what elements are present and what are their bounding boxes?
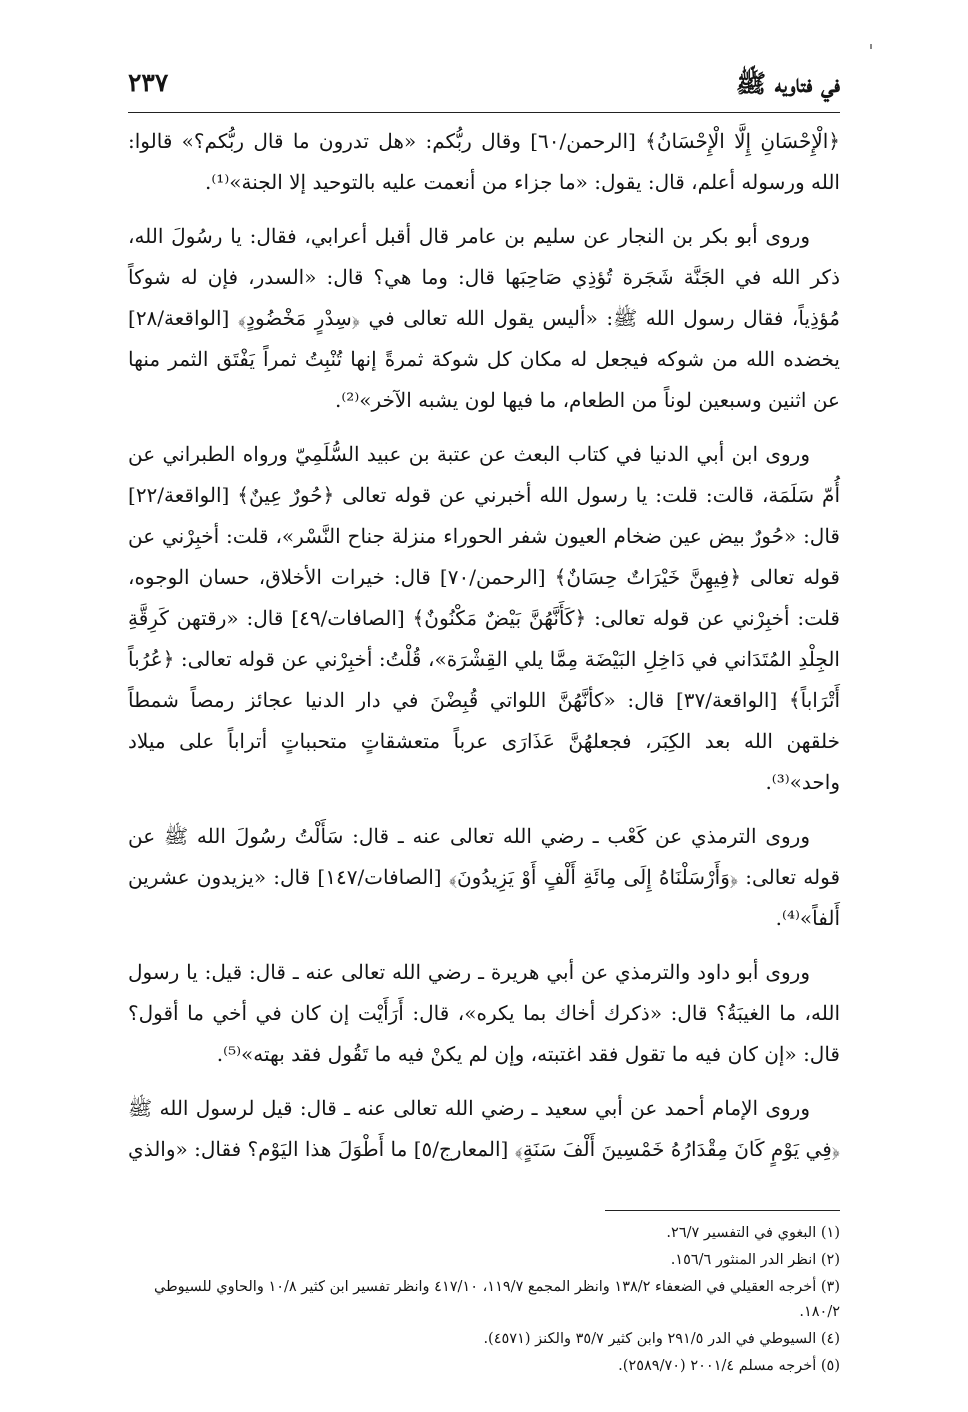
- running-title: في فتاويه ﷺ: [735, 69, 840, 98]
- scan-mark: [870, 44, 872, 49]
- page-header: [128, 66, 840, 113]
- main-text: [128, 121, 840, 1170]
- footnote-1: (١) البغوي في التفسير ٢٦/٧.: [666, 1225, 840, 1241]
- footnote-3: (٣) أخرجه العقيلي في الضعفاء ١٣٨/٢ وانظر المجمع ١١٩/٧، ٤١٧/١٠ وانظر تفسير ابن كثير ١٠/٨ والحاوي للسيوطي ١٨٠/٢.: [154, 1279, 840, 1320]
- footnote-5: (٥) أخرجه مسلم ٢٠٠١/٤ (٢٥٨٩/٧٠).: [618, 1358, 840, 1374]
- paragraph-1: ﴿الْإِحْسَانِ إِلَّا الْإِحْسَانُ﴾ [الرحمن/٦٠] وقال ربُّكم: «هل تدرون ما قال ربُّكم؟» قالوا: الله ورسوله أعلم، قال: يقول: «ما جزاء من أنعمت عليه بالتوحيد إلا الجنة»⁽¹⁾.: [128, 129, 840, 194]
- footnote-divider: [605, 1210, 840, 1211]
- paragraph-3: وروى ابن أبي الدنيا في كتاب البعث عن عتبة بن عبيد السُّلَمِيّ ورواه الطبراني عن أُمّ سَلَمَة، قالت: قلت: يا رسول الله أخبرني عن قوله تعالى ﴿حُورٌ عِينٌ﴾ [الواقعة/٢٢] قال: «حُورٌ بيض عين ضخام العيون شفر الحوراء منزلة جناح النَّسْر»، قلت: أخبِرْني عن قوله تعالى ﴿فِيهِنَّ خَيْرَاتٌ حِسَانٌ﴾ [الرحمن/٧٠] قال: خيرات الأخلاق، حسان الوجوه، قلت: أخبِرْني عن قوله تعالى: ﴿كَأَنَّهُنَّ بَيْضٌ مَكْنُونٌ﴾ [الصافات/٤٩] قال: «رقتهن كَرِقَّةِ الجِلْدِ المُتَدَاني في دَاخِلِ البَيْضَة مِمَّا يلي القِشْرَة»، قُلْتُ: أخبِرْني عن قوله تعالى: ﴿عُرُباً أَتْرَاباً﴾ [الواقعة/٣٧] قال: «كأنَّهُنَّ اللواتي قُبِضْنَ في دار الدنيا عجائز رمصاً شمطاً خلقهن الله بعد الكِبَر، فجعلهُنَّ عَذَارَى عرباً متعشقاتٍ متحبباتٍ أتراباً على ميلاد واحد»⁽³⁾.: [128, 442, 840, 794]
- paragraph-6: وروى الإمام أحمد عن أبي سعيد ـ رضي الله تعالى عنه ـ قال: قيل لرسول الله ﷺ ﴿فِي يَوْمٍ كَانَ مِقْدَارُهُ خَمْسِينَ أَلْفَ سَنَةٍ﴾ [المعارج/٥] ما أَطْوَلَ هذا اليَوْم؟ فقال: «والذي: [128, 1096, 840, 1161]
- book-page: [128, 66, 840, 1381]
- page-number: ٢٣٧: [128, 68, 169, 97]
- paragraph-4: وروى الترمذي عن كَعْب ـ رضي الله تعالى عنه ـ قال: سَأَلْتُ رسُولَ الله ﷺ عن قوله تعالى: ﴿وَأَرْسَلْنَاهُ إِلَى مِائَةِ أَلْفٍ أَوْ يَزِيدُونَ﴾ [الصافات/١٤٧] قال: «يزيدون عشرين أَلفاً»⁽⁴⁾.: [128, 824, 841, 930]
- footnote-4: (٤) السيوطي في الدر ٢٩١/٥ وابن كثير ٣٥/٧ والكنز (٤٥٧١).: [483, 1331, 840, 1347]
- paragraph-5: وروى أبو داود والترمذي عن أبي هريرة ـ رضي الله تعالى عنه ـ قال: قيل: يا رسول الله، ما الغيبَةُ؟ قال: «ذكرك أخاك بما يكره»، قال: أَرَأَيْت إن كان في أخي ما أقول؟ قال: «إن كان فيه ما تقول فقد اغتبته، وإن لم يكنْ فيه ما تَقُول فقد بهته»⁽⁵⁾.: [128, 960, 840, 1066]
- footnote-2: (٢) انظر الدر المنثور ١٥٦/٦.: [670, 1252, 840, 1268]
- paragraph-2: وروى أبو بكر بن النجار عن سليم بن عامر قال أقبل أعرابي، فقال: يا رسُولَ الله، ذكر الله في الجَنَّة شَجَرة تُؤذِي صَاحِبَها قال: وما هي؟ قال: «السدر، فإن له شوكاً مُؤذِياً، فقال رسول الله ﷺ: «أليس يقول الله تعالى في ﴿سِدْرٍ مَخْضُودٍ﴾ [الواقعة/٢٨] يخضده الله من شوكه فيجعل له مكان كل شوكة ثمرةً إنها تُنْبِتُ ثمراً يَفْتَق الثمر منها عن اثنين وسبعين لوناً من الطعام، ما فيها لون يشبه الآخر»⁽²⁾.: [128, 224, 840, 412]
- footnotes: [128, 1221, 840, 1379]
